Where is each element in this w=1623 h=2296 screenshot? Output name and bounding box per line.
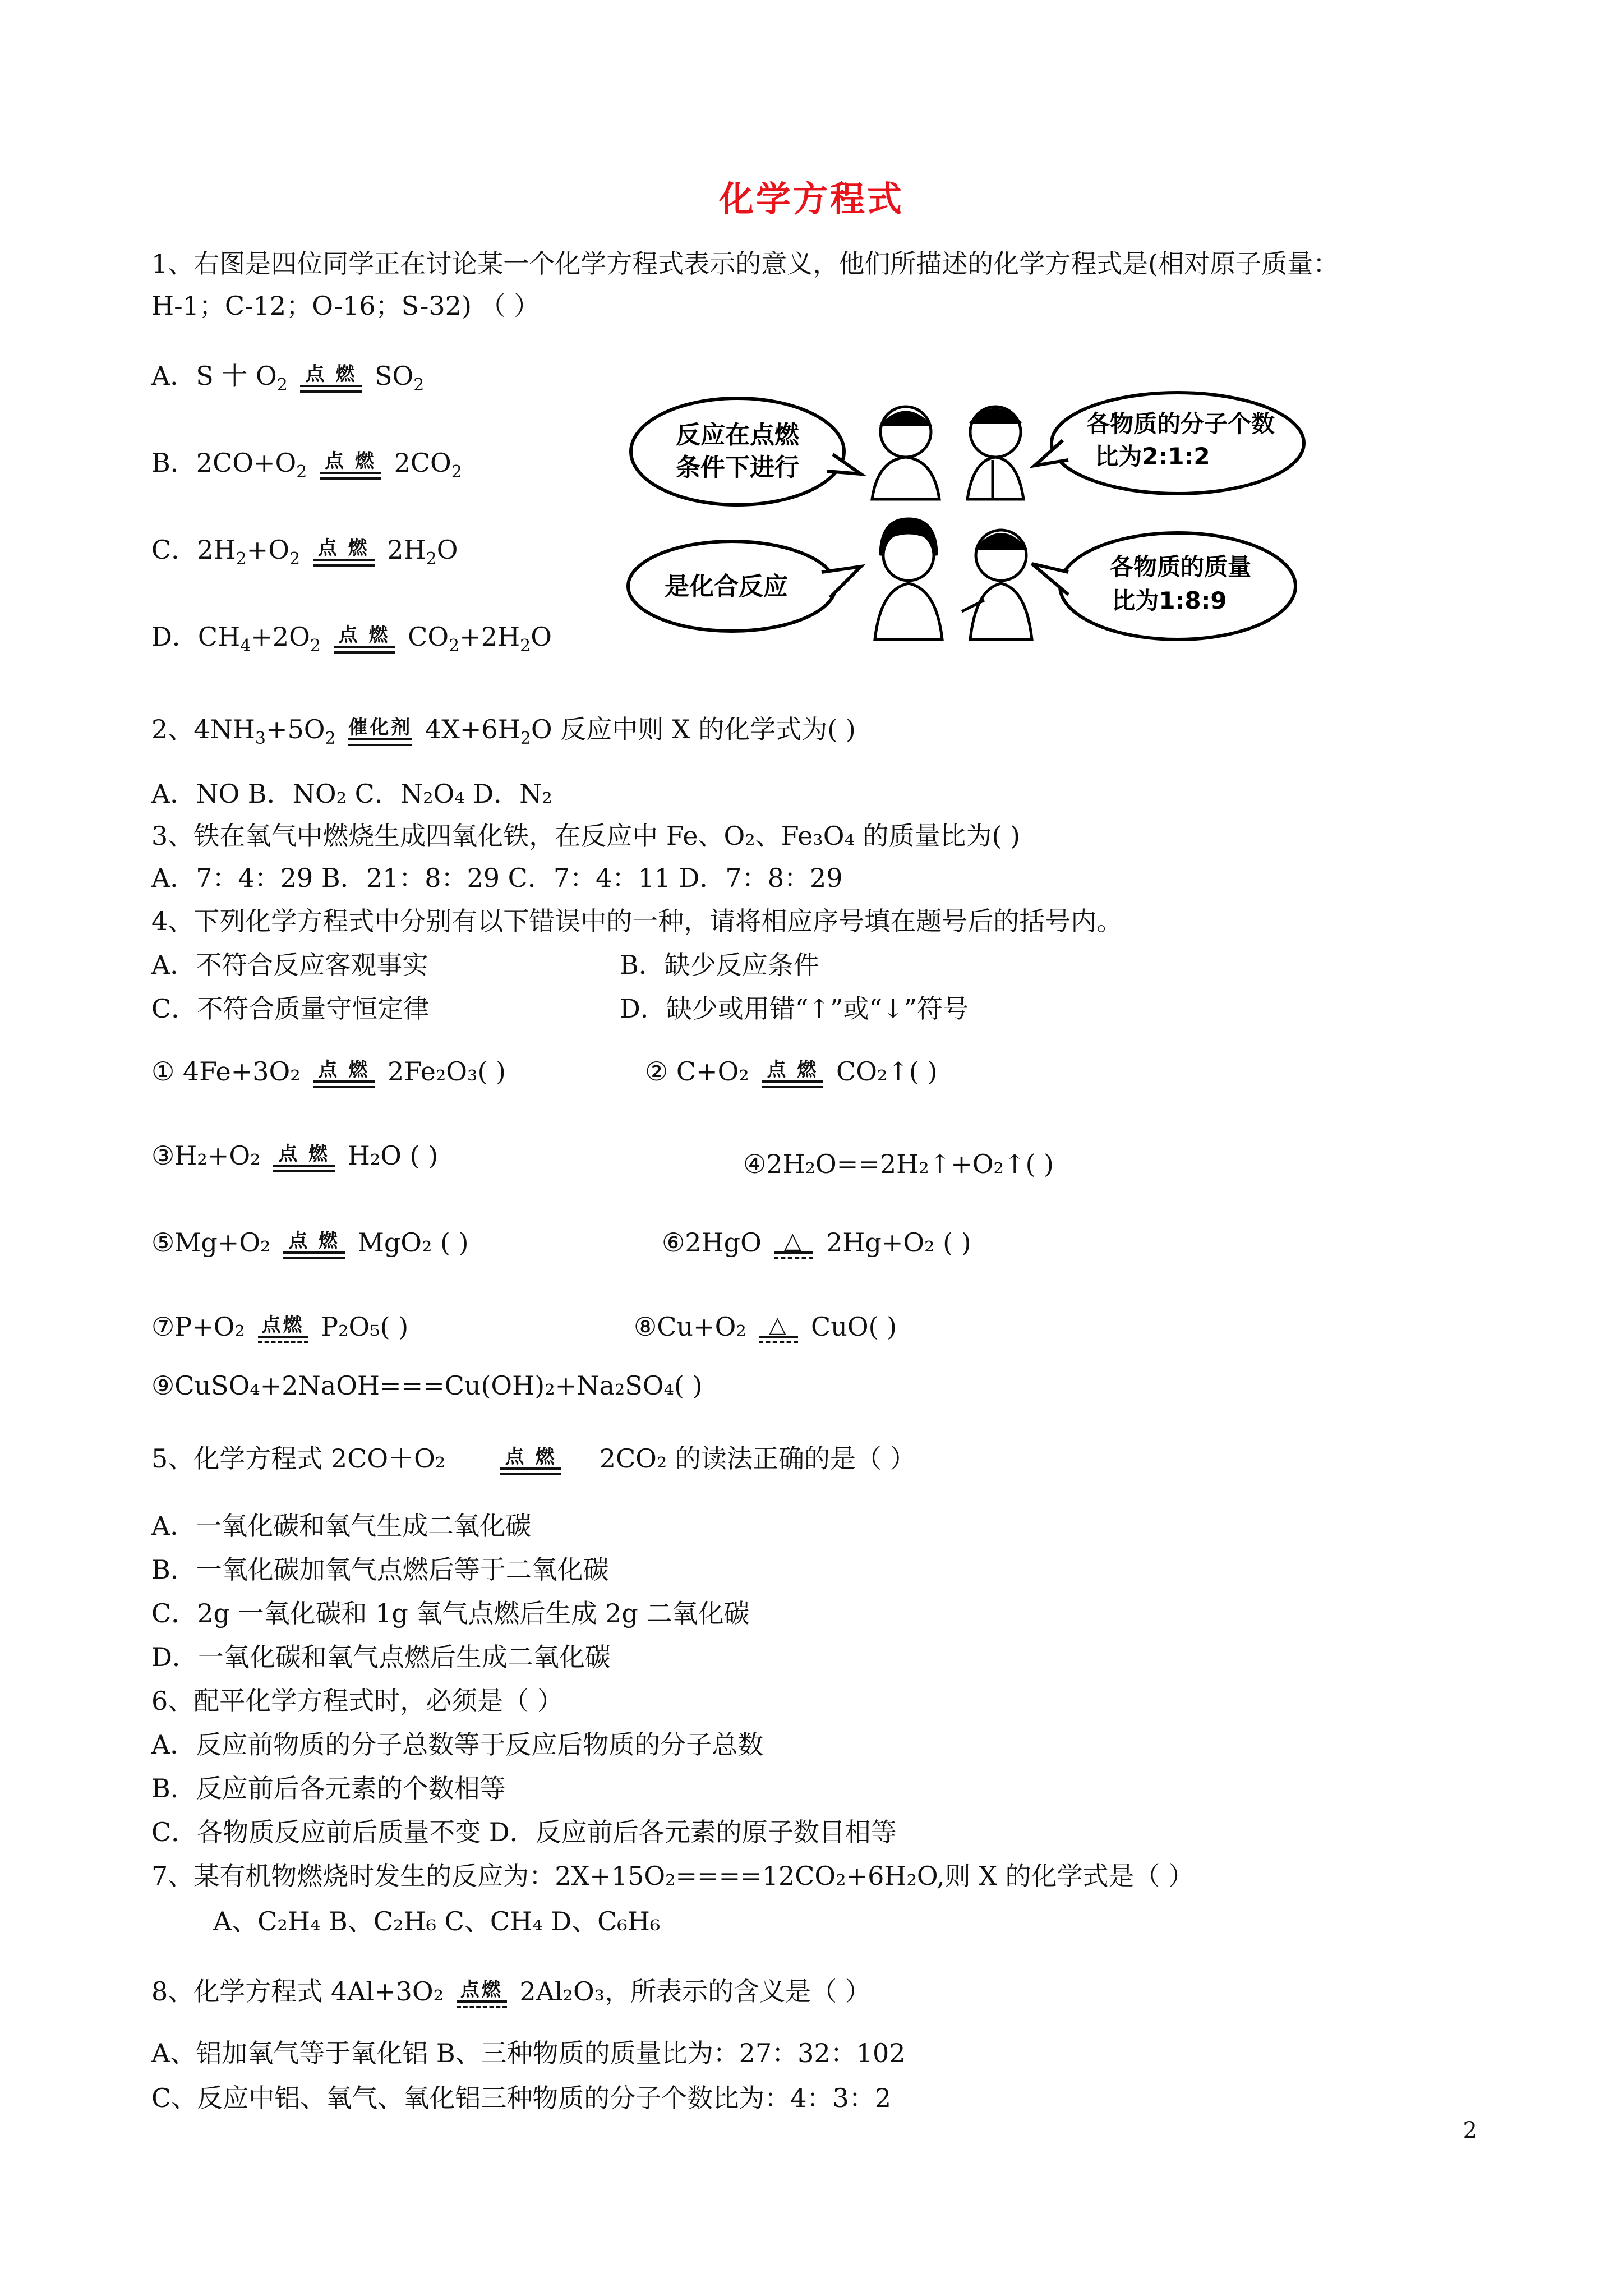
heat-condition: △ <box>759 1314 798 1343</box>
heat-condition: △ <box>774 1230 813 1259</box>
ignite-condition: 点燃 <box>258 1314 308 1343</box>
q5-option-a: A．一氧化碳和氧气生成二氧化碳 <box>151 1511 532 1541</box>
q5-option-c: C．2g 一氧化碳和 1g 氧气点燃后生成 2g 二氧化碳 <box>151 1598 750 1628</box>
equation-9: ⑨CuSO₄+2NaOH===Cu(OH)₂+Na₂SO₄( ) <box>151 1370 703 1401</box>
q1-text-a: 1、右图是四位同学正在讨论某一个化学方程式表示的意义，他们所描述的化学方程式是(相对原子质量： <box>151 249 1339 279</box>
bubble-1-line-2: 条件下进行 <box>676 453 799 482</box>
q8-text: 8、化学方程式 4Al+3O₂ 点燃 2Al₂O₃，所表示的含义是（ ） <box>151 1975 871 2008</box>
q7-options: A、C₂H₄ B、C₂H₆ C、CH₄ D、C₆H₆ <box>213 1906 661 1936</box>
equation-3: ③H₂+O₂ 点 燃 H₂O ( ) <box>151 1139 438 1172</box>
student-1-icon <box>872 407 939 499</box>
q1-option-a: A．S 十 $O_2$ 点 燃 $SO_2$ <box>151 361 425 395</box>
page-title: 化学方程式 <box>718 178 904 219</box>
equation-7: ⑦P+O₂ 点燃 P₂O₅( ) <box>151 1310 408 1343</box>
equation-8: ⑧Cu+O₂ △ CuO( ) <box>634 1310 897 1343</box>
speech-bubble-3 <box>628 541 861 631</box>
q6-option-cd: C．各物质反应前后质量不变 D．反应前后各元素的原子数目相等 <box>151 1817 897 1847</box>
ignite-condition: 点 燃 <box>313 1059 375 1088</box>
bubble-4-line-1: 各物质的质量 <box>1109 553 1252 581</box>
students-discussion-figure <box>625 387 1307 651</box>
student-3-icon <box>875 519 942 639</box>
catalyst-condition: 催化剂 <box>348 717 412 746</box>
equation-6: ⑥2HgO △ 2Hg+O₂ ( ) <box>662 1226 971 1259</box>
ignite-condition: 点 燃 <box>334 624 395 654</box>
q7-text: 7、某有机物燃烧时发生的反应为：2X+15O₂====12CO₂+6H₂O,则 X 的化学式是（ ） <box>151 1861 1195 1891</box>
q8-option-ab: A、铝加氧气等于氧化铝 B、三种物质的质量比为：27：32：102 <box>151 2038 906 2068</box>
ignite-condition: 点 燃 <box>273 1143 335 1172</box>
equation-1: ① 4Fe+3O₂ 点 燃 2Fe₂O₃( ) <box>151 1055 506 1088</box>
student-2-icon <box>967 407 1023 499</box>
page-number: 2 <box>1463 2118 1477 2143</box>
ignite-condition: 点 燃 <box>283 1230 345 1259</box>
q5-option-b: B．一氧化碳加氧气点燃后等于二氧化碳 <box>151 1554 609 1585</box>
q6-option-a: A．反应前物质的分子总数等于反应后物质的分子总数 <box>151 1729 764 1760</box>
q1-option-c: C．$2H_2+O_2$ 点 燃 $2H_2O$ <box>151 535 458 569</box>
q1-text-b: H-1；C-12；O-16；S-32) （ ） <box>151 291 540 321</box>
bubble-3-text: 是化合反应 <box>665 572 788 601</box>
student-4-icon <box>962 530 1032 639</box>
bubble-1-line-1: 反应在点燃 <box>676 421 799 449</box>
equation-4: ④2H₂O==2H₂↑+O₂↑( ) <box>743 1149 1054 1179</box>
q4-option-b: B．缺少反应条件 <box>620 950 819 980</box>
ignite-condition: 点 燃 <box>320 450 381 480</box>
ignite-condition: 点 燃 <box>313 537 375 567</box>
q2-options: A．NO B．NO₂ C．N₂O₄ D．N₂ <box>151 779 552 809</box>
equation-5: ⑤Mg+O₂ 点 燃 MgO₂ ( ) <box>151 1226 469 1259</box>
q1-option-b: B．$2CO+O_2$ 点 燃 $2CO_2$ <box>151 448 462 482</box>
q8-option-c: C、反应中铝、氧气、氧化铝三种物质的分子个数比为：4：3：2 <box>151 2083 891 2113</box>
q3-options: A．7：4：29 B．21：8：29 C．7：4：11 D．7：8：29 <box>151 863 843 893</box>
q3-text: 3、铁在氧气中燃烧生成四氧化铁，在反应中 Fe、O₂、Fe₃O₄ 的质量比为( ) <box>151 821 1021 851</box>
speech-bubble-2 <box>1035 393 1304 494</box>
q5-option-d: D．一氧化碳和氧气点燃后生成二氧化碳 <box>151 1642 611 1672</box>
ignite-condition: 点 燃 <box>300 364 362 393</box>
q6-option-b: B．反应前后各元素的个数相等 <box>151 1773 506 1803</box>
q4-option-d: D．缺少或用错“↑”或“↓”符号 <box>620 993 969 1024</box>
q4-option-c: C．不符合质量守恒定律 <box>151 993 430 1024</box>
bubble-2-line-2: 比为2:1:2 <box>1095 443 1210 470</box>
ignite-condition: 点 燃 <box>500 1446 561 1475</box>
q5-text: 5、化学方程式 2CO＋O₂ 点 燃 2CO₂ 的读法正确的是（ ） <box>151 1442 916 1475</box>
speech-bubble-1 <box>631 398 861 505</box>
q1-option-d: D．$CH_4+2O_2$ 点 燃 $CO_2+2H_2O$ <box>151 622 552 656</box>
q2-text: 2、$4NH_3+5O_2$ 催化剂 $4X+6H_2O$ 反应中则 X 的化学式为( ) <box>151 714 856 749</box>
bubble-4-line-2: 比为1:8:9 <box>1112 587 1227 614</box>
ignite-condition: 点 燃 <box>762 1059 823 1088</box>
q4-option-a: A．不符合反应客观事实 <box>151 950 428 980</box>
ignite-condition: 点燃 <box>457 1979 507 2008</box>
q6-text: 6、配平化学方程式时，必须是（ ） <box>151 1686 563 1716</box>
bubble-2-line-1: 各物质的分子个数 <box>1086 410 1275 438</box>
speech-bubble-4 <box>1032 533 1295 639</box>
equation-2: ② C+O₂ 点 燃 CO₂↑( ) <box>645 1055 937 1088</box>
q4-text: 4、下列化学方程式中分别有以下错误中的一种，请将相应序号填在题号后的括号内。 <box>151 906 1123 936</box>
